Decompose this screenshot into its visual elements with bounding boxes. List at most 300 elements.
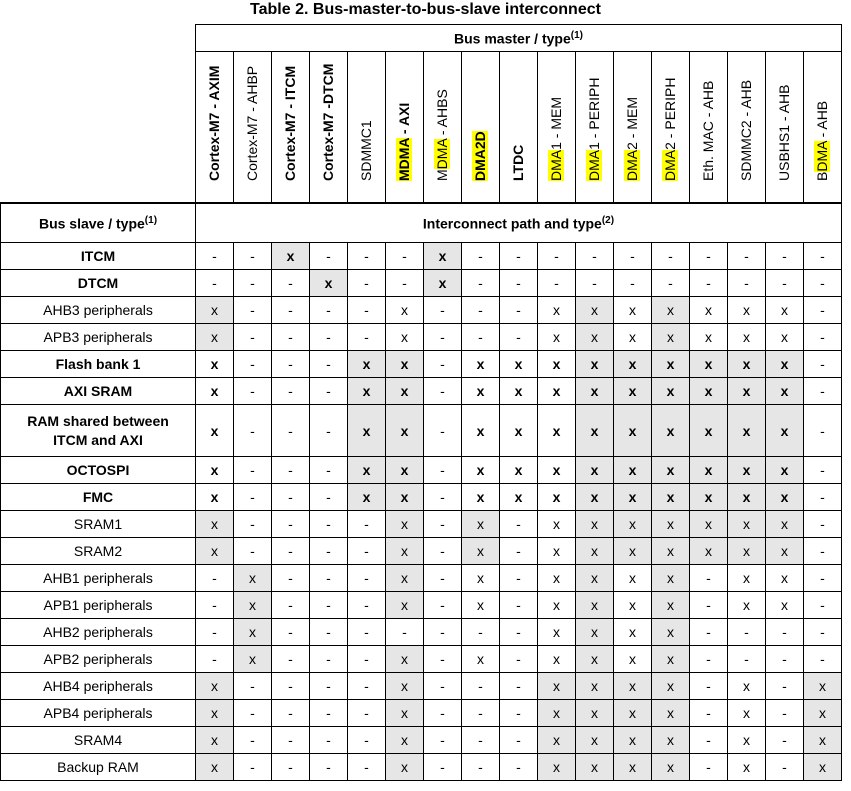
master-header-6 bbox=[424, 52, 462, 204]
table-row bbox=[1, 592, 842, 619]
interconnect-cell: x bbox=[614, 619, 652, 646]
interconnect-cell: x bbox=[728, 565, 766, 592]
master-label-part: 1 - PERIPH bbox=[586, 77, 602, 150]
interconnect-cell: x bbox=[614, 484, 652, 511]
interconnect-cell: - bbox=[766, 270, 804, 297]
interconnect-cell: x bbox=[538, 754, 576, 781]
interconnect-cell: x bbox=[462, 646, 500, 673]
interconnect-cell: x bbox=[538, 351, 576, 378]
slave-name: AHB4 peripherals bbox=[1, 673, 196, 700]
interconnect-cell: x bbox=[462, 592, 500, 619]
master-label-part: M bbox=[434, 169, 450, 181]
interconnect-cell: x bbox=[196, 673, 234, 700]
slave-name: AHB2 peripherals bbox=[1, 619, 196, 646]
interconnect-cell: - bbox=[424, 673, 462, 700]
interconnect-cell: - bbox=[804, 378, 842, 405]
interconnect-cell: - bbox=[272, 484, 310, 511]
interconnect-cell: - bbox=[234, 484, 272, 511]
interconnect-cell: x bbox=[728, 592, 766, 619]
interconnect-cell: - bbox=[348, 754, 386, 781]
interconnect-cell: x bbox=[538, 673, 576, 700]
interconnect-cell: - bbox=[462, 619, 500, 646]
interconnect-cell: - bbox=[766, 673, 804, 700]
interconnect-cell: x bbox=[652, 646, 690, 673]
master-label-part: DMA bbox=[548, 149, 564, 181]
interconnect-cell: - bbox=[272, 297, 310, 324]
interconnect-cell: x bbox=[462, 405, 500, 457]
slave-name: AHB3 peripherals bbox=[1, 297, 196, 324]
interconnect-path-header: Interconnect path and type$^{(2)}$ bbox=[196, 203, 842, 243]
interconnect-cell: - bbox=[234, 538, 272, 565]
interconnect-cell: - bbox=[424, 351, 462, 378]
interconnect-cell: x bbox=[500, 457, 538, 484]
slave-name: SRAM2 bbox=[1, 538, 196, 565]
interconnect-cell: x bbox=[576, 405, 614, 457]
interconnect-cell: x bbox=[614, 511, 652, 538]
interconnect-cell: x bbox=[576, 511, 614, 538]
interconnect-cell: x bbox=[766, 511, 804, 538]
interconnect-cell: - bbox=[424, 700, 462, 727]
interconnect-cell: x bbox=[614, 351, 652, 378]
interconnect-cell: x bbox=[538, 457, 576, 484]
interconnect-cell: - bbox=[234, 405, 272, 457]
master-label-part: DMA bbox=[662, 149, 678, 181]
interconnect-cell: - bbox=[424, 405, 462, 457]
interconnect-cell: - bbox=[462, 243, 500, 270]
interconnect-cell: x bbox=[804, 700, 842, 727]
interconnect-cell: x bbox=[462, 351, 500, 378]
interconnect-cell: x bbox=[386, 457, 424, 484]
master-label bbox=[814, 101, 830, 181]
interconnect-cell: - bbox=[500, 646, 538, 673]
interconnect-cell: x bbox=[576, 754, 614, 781]
interconnect-cell: - bbox=[272, 754, 310, 781]
interconnect-cell: x bbox=[348, 484, 386, 511]
interconnect-cell: - bbox=[576, 243, 614, 270]
interconnect-cell: - bbox=[272, 405, 310, 457]
table-row bbox=[1, 754, 842, 781]
slave-name: APB2 peripherals bbox=[1, 646, 196, 673]
interconnect-cell: - bbox=[310, 511, 348, 538]
interconnect-cell: x bbox=[614, 673, 652, 700]
slave-name: OCTOSPI bbox=[1, 457, 196, 484]
interconnect-cell: x bbox=[728, 405, 766, 457]
interconnect-cell: x bbox=[614, 646, 652, 673]
interconnect-cell: - bbox=[804, 511, 842, 538]
interconnect-cell: - bbox=[804, 565, 842, 592]
interconnect-cell: - bbox=[348, 511, 386, 538]
interconnect-cell: x bbox=[196, 457, 234, 484]
master-label-part: 1 - MEM bbox=[548, 96, 564, 150]
interconnect-cell: - bbox=[310, 565, 348, 592]
interconnect-cell: x bbox=[576, 457, 614, 484]
interconnect-cell: - bbox=[804, 243, 842, 270]
table-row bbox=[1, 457, 842, 484]
interconnect-cell: - bbox=[348, 592, 386, 619]
interconnect-cell: x bbox=[652, 673, 690, 700]
interconnect-cell: x bbox=[652, 538, 690, 565]
interconnect-cell: - bbox=[804, 324, 842, 351]
interconnect-cell: - bbox=[804, 538, 842, 565]
interconnect-cell: x bbox=[386, 754, 424, 781]
interconnect-cell: - bbox=[196, 270, 234, 297]
interconnect-cell: x bbox=[500, 378, 538, 405]
interconnect-cell: - bbox=[500, 511, 538, 538]
interconnect-cell: x bbox=[196, 511, 234, 538]
interconnect-cell: x bbox=[614, 324, 652, 351]
interconnect-cell: - bbox=[424, 538, 462, 565]
interconnect-cell: x bbox=[576, 324, 614, 351]
interconnect-cell: - bbox=[310, 700, 348, 727]
interconnect-cell: - bbox=[234, 270, 272, 297]
interconnect-cell: x bbox=[386, 324, 424, 351]
interconnect-cell: x bbox=[576, 484, 614, 511]
interconnect-cell: x bbox=[538, 378, 576, 405]
interconnect-cell: - bbox=[652, 270, 690, 297]
interconnect-cell: x bbox=[196, 297, 234, 324]
interconnect-cell: x bbox=[652, 297, 690, 324]
interconnect-cell: x bbox=[728, 378, 766, 405]
table-row bbox=[1, 405, 842, 457]
interconnect-cell: x bbox=[538, 727, 576, 754]
interconnect-cell: x bbox=[690, 297, 728, 324]
interconnect-cell: x bbox=[234, 592, 272, 619]
interconnect-cell: - bbox=[272, 700, 310, 727]
interconnect-cell: x bbox=[538, 592, 576, 619]
master-label-part: SDMMC2 - AHB bbox=[738, 79, 754, 181]
interconnect-cell: - bbox=[272, 324, 310, 351]
interconnect-cell: x bbox=[386, 538, 424, 565]
interconnect-cell: - bbox=[690, 592, 728, 619]
master-label-part: DMA bbox=[624, 149, 640, 181]
interconnect-cell: x bbox=[196, 324, 234, 351]
interconnect-cell: x bbox=[462, 538, 500, 565]
interconnect-cell: - bbox=[690, 565, 728, 592]
interconnect-cell: x bbox=[538, 484, 576, 511]
interconnect-cell: - bbox=[462, 700, 500, 727]
interconnect-cell: x bbox=[386, 646, 424, 673]
interconnect-cell: x bbox=[766, 538, 804, 565]
interconnect-cell: - bbox=[424, 324, 462, 351]
interconnect-cell: x bbox=[538, 511, 576, 538]
interconnect-cell: - bbox=[310, 754, 348, 781]
interconnect-cell: - bbox=[348, 727, 386, 754]
master-header-4 bbox=[348, 52, 386, 204]
interconnect-cell: x bbox=[728, 673, 766, 700]
master-header-12 bbox=[652, 52, 690, 204]
interconnect-cell: x bbox=[196, 378, 234, 405]
interconnect-cell: - bbox=[234, 700, 272, 727]
interconnect-cell: x bbox=[728, 754, 766, 781]
interconnect-cell: x bbox=[766, 565, 804, 592]
interconnect-cell: - bbox=[500, 673, 538, 700]
slave-name: Backup RAM bbox=[1, 754, 196, 781]
interconnect-cell: - bbox=[272, 538, 310, 565]
master-header-0 bbox=[196, 52, 234, 204]
interconnect-cell: x bbox=[462, 484, 500, 511]
master-label bbox=[586, 78, 602, 181]
slave-name: APB3 peripherals bbox=[1, 324, 196, 351]
interconnect-cell: x bbox=[614, 405, 652, 457]
interconnect-cell: - bbox=[614, 243, 652, 270]
interconnect-cell: x bbox=[348, 378, 386, 405]
master-header-9 bbox=[538, 52, 576, 204]
table-row bbox=[1, 243, 842, 270]
interconnect-cell: x bbox=[728, 700, 766, 727]
slave-name: AHB1 peripherals bbox=[1, 565, 196, 592]
interconnect-cell: - bbox=[348, 243, 386, 270]
master-header-1 bbox=[234, 52, 272, 204]
master-label-part: 2 - PERIPH bbox=[662, 77, 678, 150]
master-header-16 bbox=[804, 52, 842, 204]
interconnect-cell: - bbox=[500, 538, 538, 565]
master-label bbox=[738, 80, 754, 181]
interconnect-cell: x bbox=[652, 484, 690, 511]
interconnect-cell: - bbox=[386, 270, 424, 297]
interconnect-cell: - bbox=[538, 270, 576, 297]
interconnect-cell: - bbox=[196, 243, 234, 270]
interconnect-cell: - bbox=[690, 619, 728, 646]
interconnect-cell: - bbox=[234, 457, 272, 484]
interconnect-cell: x bbox=[538, 565, 576, 592]
master-label-part: USBHS1 - AHB bbox=[776, 84, 792, 181]
interconnect-cell: x bbox=[690, 484, 728, 511]
interconnect-cell: - bbox=[690, 673, 728, 700]
interconnect-cell: - bbox=[234, 378, 272, 405]
master-label bbox=[624, 97, 640, 181]
interconnect-cell: - bbox=[424, 457, 462, 484]
interconnect-cell: x bbox=[462, 565, 500, 592]
interconnect-cell: - bbox=[804, 484, 842, 511]
interconnect-cell: x bbox=[690, 378, 728, 405]
master-label-part: DMA2D bbox=[472, 131, 488, 181]
interconnect-cell: x bbox=[614, 565, 652, 592]
slave-name: ITCM bbox=[1, 243, 196, 270]
interconnect-cell: x bbox=[234, 646, 272, 673]
interconnect-cell: x bbox=[424, 270, 462, 297]
interconnect-cell: - bbox=[500, 324, 538, 351]
interconnect-cell: - bbox=[234, 324, 272, 351]
interconnect-cell: - bbox=[462, 324, 500, 351]
interconnect-cell: x bbox=[614, 378, 652, 405]
interconnect-cell: - bbox=[804, 457, 842, 484]
table-row bbox=[1, 378, 842, 405]
interconnect-cell: - bbox=[728, 270, 766, 297]
master-header-15 bbox=[766, 52, 804, 204]
interconnect-cell: x bbox=[386, 592, 424, 619]
interconnect-cell: x bbox=[196, 700, 234, 727]
interconnect-cell: - bbox=[424, 297, 462, 324]
master-header-2 bbox=[272, 52, 310, 204]
interconnect-cell: - bbox=[272, 511, 310, 538]
slave-name: APB1 peripherals bbox=[1, 592, 196, 619]
interconnect-cell: - bbox=[690, 727, 728, 754]
interconnect-cell: - bbox=[804, 592, 842, 619]
interconnect-cell: - bbox=[348, 619, 386, 646]
interconnect-cell: - bbox=[462, 727, 500, 754]
interconnect-cell: - bbox=[272, 457, 310, 484]
table-body bbox=[1, 243, 842, 781]
interconnect-cell: x bbox=[576, 646, 614, 673]
interconnect-cell: x bbox=[690, 538, 728, 565]
interconnect-cell: - bbox=[766, 700, 804, 727]
interconnect-cell: x bbox=[652, 700, 690, 727]
interconnect-cell: - bbox=[310, 538, 348, 565]
interconnect-cell: - bbox=[234, 673, 272, 700]
interconnect-cell: - bbox=[500, 270, 538, 297]
interconnect-cell: x bbox=[576, 565, 614, 592]
interconnect-cell: x bbox=[462, 511, 500, 538]
interconnect-cell: - bbox=[766, 619, 804, 646]
interconnect-cell: x bbox=[386, 511, 424, 538]
interconnect-cell: - bbox=[272, 673, 310, 700]
interconnect-cell: - bbox=[500, 592, 538, 619]
master-label bbox=[662, 78, 678, 181]
interconnect-cell: - bbox=[310, 457, 348, 484]
master-header-10 bbox=[576, 52, 614, 204]
interconnect-cell: x bbox=[652, 592, 690, 619]
interconnect-cell: x bbox=[386, 378, 424, 405]
master-label-part: - AHB bbox=[814, 100, 830, 142]
interconnect-cell: x bbox=[766, 378, 804, 405]
slave-name: Flash bank 1 bbox=[1, 351, 196, 378]
interconnect-cell: - bbox=[424, 592, 462, 619]
interconnect-cell: - bbox=[424, 378, 462, 405]
interconnect-cell: x bbox=[766, 297, 804, 324]
interconnect-cell: - bbox=[348, 324, 386, 351]
interconnect-cell: - bbox=[728, 619, 766, 646]
interconnect-cell: - bbox=[310, 646, 348, 673]
slave-name: SRAM1 bbox=[1, 511, 196, 538]
interconnect-cell: x bbox=[614, 754, 652, 781]
interconnect-cell: x bbox=[804, 673, 842, 700]
interconnect-cell: x bbox=[652, 511, 690, 538]
interconnect-cell: - bbox=[690, 270, 728, 297]
interconnect-cell: x bbox=[196, 484, 234, 511]
interconnect-cell: x bbox=[614, 457, 652, 484]
interconnect-cell: - bbox=[272, 351, 310, 378]
interconnect-cell: - bbox=[234, 511, 272, 538]
interconnect-cell: - bbox=[310, 351, 348, 378]
interconnect-cell: x bbox=[500, 405, 538, 457]
interconnect-cell: x bbox=[652, 405, 690, 457]
master-label-part: B bbox=[814, 171, 830, 181]
interconnect-cell: x bbox=[386, 673, 424, 700]
interconnect-cell: - bbox=[348, 673, 386, 700]
interconnect-cell: x bbox=[500, 484, 538, 511]
interconnect-cell: - bbox=[310, 484, 348, 511]
interconnect-cell: - bbox=[310, 324, 348, 351]
interconnect-cell: x bbox=[728, 351, 766, 378]
interconnect-cell: - bbox=[348, 565, 386, 592]
interconnect-cell: - bbox=[500, 619, 538, 646]
interconnect-cell: x bbox=[614, 538, 652, 565]
interconnect-cell: x bbox=[728, 538, 766, 565]
interconnect-cell: x bbox=[690, 511, 728, 538]
interconnect-cell: x bbox=[386, 727, 424, 754]
interconnect-cell: - bbox=[804, 297, 842, 324]
interconnect-cell: - bbox=[424, 619, 462, 646]
master-label bbox=[472, 131, 488, 181]
interconnect-cell: - bbox=[500, 727, 538, 754]
interconnect-cell: - bbox=[424, 511, 462, 538]
table-row bbox=[1, 538, 842, 565]
interconnect-cell: - bbox=[690, 646, 728, 673]
interconnect-cell: x bbox=[196, 754, 234, 781]
interconnect-cell: - bbox=[424, 727, 462, 754]
interconnect-cell: - bbox=[500, 297, 538, 324]
master-header-11 bbox=[614, 52, 652, 204]
interconnect-cell: - bbox=[272, 727, 310, 754]
interconnect-cell: x bbox=[234, 619, 272, 646]
interconnect-cell: - bbox=[424, 754, 462, 781]
interconnect-cell: - bbox=[652, 243, 690, 270]
table-row bbox=[1, 619, 842, 646]
interconnect-cell: - bbox=[272, 646, 310, 673]
interconnect-cell: - bbox=[234, 727, 272, 754]
table-row bbox=[1, 484, 842, 511]
interconnect-cell: x bbox=[690, 457, 728, 484]
interconnect-cell: x bbox=[652, 619, 690, 646]
master-label-part: Eth. MAC - AHB bbox=[700, 80, 716, 181]
interconnect-cell: - bbox=[272, 270, 310, 297]
interconnect-cell: x bbox=[576, 727, 614, 754]
interconnect-cell: x bbox=[652, 351, 690, 378]
slave-name: APB4 peripherals bbox=[1, 700, 196, 727]
interconnect-cell: x bbox=[386, 700, 424, 727]
interconnect-cell: x bbox=[690, 351, 728, 378]
master-header-14 bbox=[728, 52, 766, 204]
bus-slave-header: Bus slave / type$^{(1)}$ bbox=[1, 203, 196, 243]
interconnect-cell: - bbox=[386, 619, 424, 646]
table-row bbox=[1, 324, 842, 351]
interconnect-cell: x bbox=[652, 457, 690, 484]
interconnect-cell: x bbox=[348, 405, 386, 457]
master-header-13 bbox=[690, 52, 728, 204]
interconnect-cell: x bbox=[690, 405, 728, 457]
table-row bbox=[1, 297, 842, 324]
interconnect-cell: - bbox=[690, 243, 728, 270]
bus-master-header: Bus master / type$^{(1)}$ bbox=[196, 25, 842, 52]
interconnect-cell: - bbox=[234, 351, 272, 378]
interconnect-cell: - bbox=[690, 700, 728, 727]
interconnect-cell: x bbox=[424, 243, 462, 270]
interconnect-cell: - bbox=[310, 673, 348, 700]
interconnect-cell: x bbox=[272, 243, 310, 270]
master-label bbox=[776, 85, 792, 181]
slave-name: SRAM4 bbox=[1, 727, 196, 754]
master-label-part: - AXI bbox=[396, 102, 412, 138]
interconnect-cell: x bbox=[348, 457, 386, 484]
interconnect-cell: - bbox=[196, 592, 234, 619]
slave-name: FMC bbox=[1, 484, 196, 511]
interconnect-cell: x bbox=[576, 297, 614, 324]
table-row bbox=[1, 511, 842, 538]
master-label bbox=[244, 66, 260, 181]
master-label bbox=[358, 120, 374, 181]
interconnect-cell: - bbox=[766, 646, 804, 673]
interconnect-cell: - bbox=[310, 592, 348, 619]
interconnect-cell: - bbox=[348, 270, 386, 297]
master-label bbox=[206, 66, 222, 181]
interconnect-cell: x bbox=[576, 619, 614, 646]
interconnect-cell: - bbox=[348, 297, 386, 324]
interconnect-cell: x bbox=[310, 270, 348, 297]
interconnect-cell: x bbox=[614, 297, 652, 324]
interconnect-cell: x bbox=[386, 565, 424, 592]
interconnect-cell: - bbox=[196, 646, 234, 673]
interconnect-cell: - bbox=[500, 565, 538, 592]
